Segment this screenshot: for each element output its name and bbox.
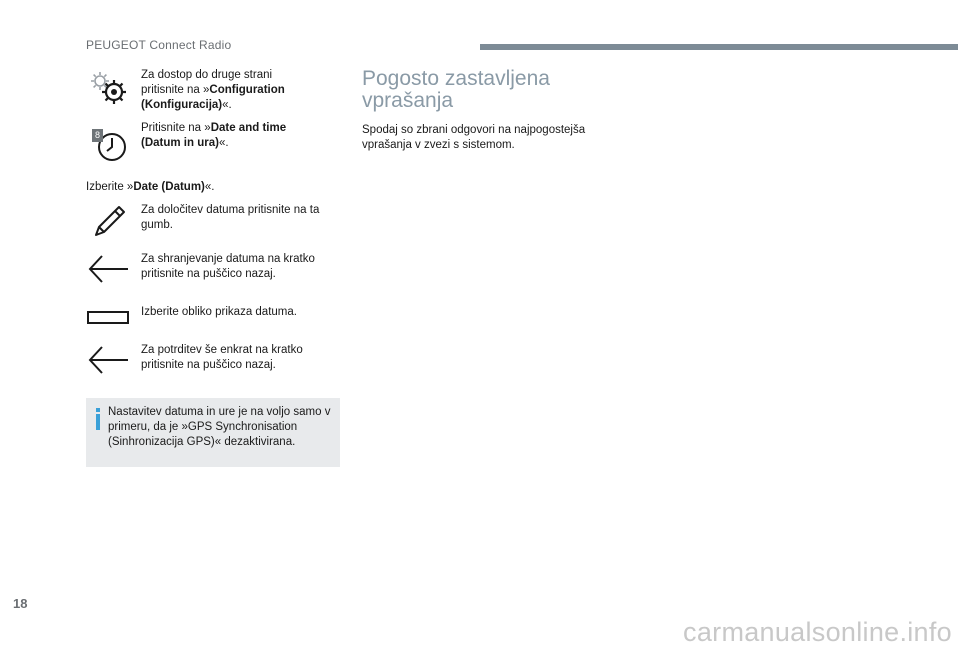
pencil-instruction: Za določitev datuma pritisnite na ta gumb. (141, 204, 320, 231)
page-number: 18 (13, 596, 28, 611)
section-title: Pogosto zastavljena vprašanja (362, 67, 550, 112)
info-note (86, 398, 340, 467)
section-intro: Spodaj so zbrani odgovori na najpogostejša vprašanja v zvezi s sistemom. (362, 124, 586, 151)
header-bar (480, 44, 958, 50)
watermark: carmanualsonline.info (683, 617, 952, 647)
date-format-icon (86, 310, 132, 326)
back-arrow-icon (86, 252, 132, 286)
note-text: Nastavitev datuma in ure je na voljo samo v primeru, da je »GPS Synchronisation (Sinhronizacija GPS)« dezaktivirana. (108, 406, 331, 448)
back-arrow-icon (86, 343, 132, 377)
settings-instruction: Za dostop do druge strani pritisnite na »Configuration (Konfiguracija)«. (141, 69, 285, 111)
datetime-instruction: Pritisnite na »Date and time (Datum in ura)«. (141, 122, 287, 149)
confirm-instruction: Za potrditev še enkrat na kratko pritisnite na puščico nazaj. (141, 344, 303, 371)
format-instruction: Izberite obliko prikaza datuma. (141, 306, 297, 318)
select-date-instruction: Izberite »Date (Datum)«. (86, 181, 215, 193)
pencil-icon (90, 203, 130, 239)
settings-gear-icon (86, 68, 130, 108)
info-icon (93, 408, 103, 430)
back-arrow-instruction: Za shranjevanje datuma na kratko pritisnite na puščico nazaj. (141, 253, 315, 280)
running-header: PEUGEOT Connect Radio (86, 38, 232, 52)
datetime-badge: 8 (92, 129, 103, 142)
